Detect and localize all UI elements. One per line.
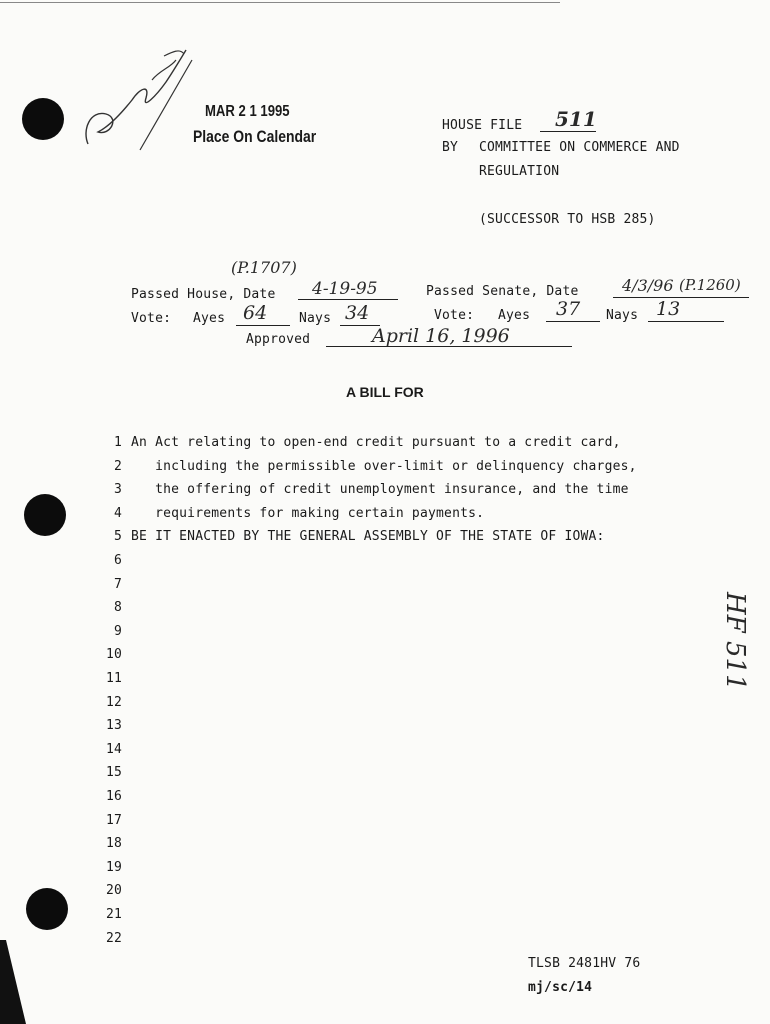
line-number: 19 — [105, 860, 122, 875]
house-page-note: (P.1707) — [231, 258, 297, 277]
line-number: 3 — [113, 482, 122, 497]
senate-page-note: (P.1260) — [679, 276, 741, 294]
punch-hole-bottom — [26, 888, 68, 930]
senate-date: 4/3/96 — [622, 276, 674, 295]
line-number: 7 — [113, 577, 122, 592]
house-date-underline — [298, 299, 398, 300]
successor-note: (SUCCESSOR TO HSB 285) — [479, 212, 656, 227]
footer-code: TLSB 2481HV 76 — [528, 956, 641, 971]
line-number: 21 — [105, 907, 122, 922]
senate-vote-label: Vote: — [434, 308, 475, 323]
house-nays-value: 34 — [345, 302, 370, 324]
line-number: 8 — [113, 600, 122, 615]
line-number: 4 — [113, 506, 122, 521]
senate-date-underline — [613, 297, 749, 298]
passed-senate-label: Passed Senate, Date — [426, 284, 579, 299]
committee-line1: COMMITTEE ON COMMERCE AND — [479, 140, 680, 155]
line-number: 14 — [105, 742, 122, 757]
line-number: 6 — [113, 553, 122, 568]
line-number: 16 — [105, 789, 122, 804]
stamp-date: MAR 2 1 1995 — [205, 103, 290, 120]
line-number: 20 — [105, 883, 122, 898]
house-date: 4-19-95 — [312, 279, 378, 299]
line-number: 18 — [105, 836, 122, 851]
senate-nays-label: Nays — [606, 308, 639, 323]
house-ayes-value: 64 — [243, 302, 268, 324]
line-number: 10 — [105, 647, 122, 662]
senate-ayes-label: Ayes — [498, 308, 531, 323]
line-number: 17 — [105, 813, 122, 828]
line-number: 11 — [105, 671, 122, 686]
senate-ayes-underline — [546, 321, 600, 322]
bill-line-text: An Act relating to open-end credit pursuant to a credit card, — [131, 435, 621, 450]
approved-label: Approved — [246, 332, 311, 347]
bill-line-text: the offering of credit unemployment insurance, and the time — [131, 482, 629, 497]
line-number: 5 — [113, 529, 122, 544]
senate-nays-underline — [648, 321, 724, 322]
house-vote-label: Vote: — [131, 311, 172, 326]
line-number: 1 — [113, 435, 122, 450]
house-file-label: HOUSE FILE — [442, 118, 523, 133]
house-ayes-underline — [236, 325, 290, 326]
bill-line-text: BE IT ENACTED BY THE GENERAL ASSEMBLY OF THE STATE OF IOWA: — [131, 529, 605, 544]
footer-initials: mj/sc/14 — [528, 980, 593, 995]
punch-hole-top — [22, 98, 64, 140]
line-number: 15 — [105, 765, 122, 780]
bill-line-text: requirements for making certain payments. — [131, 506, 485, 521]
senate-nays-value: 13 — [656, 298, 681, 320]
bill-line-text: including the permissible over-limit or delinquency charges, — [131, 459, 637, 474]
approved-underline — [326, 346, 572, 347]
by-label: BY — [442, 140, 459, 155]
house-file-number: 511 — [555, 107, 597, 131]
line-number: 13 — [105, 718, 122, 733]
line-number: 9 — [113, 624, 122, 639]
side-note-hf-511: HF 511 — [720, 592, 750, 691]
line-number: 2 — [113, 459, 122, 474]
punch-hole-middle — [24, 494, 66, 536]
line-number: 12 — [105, 695, 122, 710]
senate-ayes-value: 37 — [556, 298, 581, 320]
line-number: 22 — [105, 931, 122, 946]
house-file-underline — [540, 131, 596, 132]
committee-line2: REGULATION — [479, 164, 560, 179]
passed-house-label: Passed House, Date — [131, 287, 276, 302]
approved-date: April 16, 1996 — [372, 325, 510, 347]
stamp-calendar: Place On Calendar — [193, 127, 317, 146]
bill-title: A BILL FOR — [346, 384, 424, 400]
reported-signature — [80, 40, 200, 160]
house-ayes-label: Ayes — [193, 311, 226, 326]
page-corner-shadow — [0, 940, 40, 1024]
page-top-edge — [0, 2, 560, 3]
house-nays-label: Nays — [299, 311, 332, 326]
